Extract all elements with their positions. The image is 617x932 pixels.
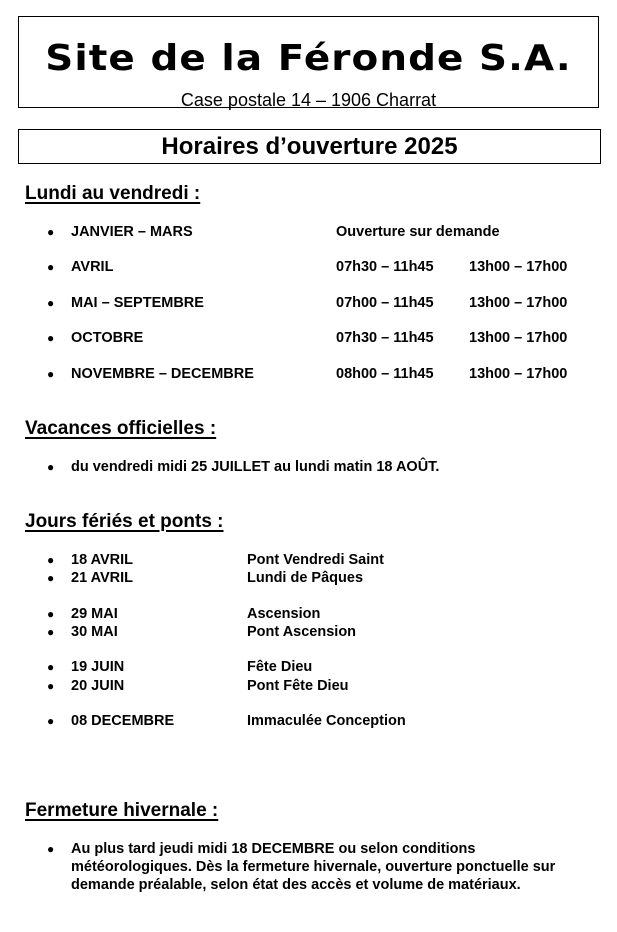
holiday-row [0,676,617,696]
site-address: Case postale 14 – 1906 Charrat [180,90,437,110]
holiday-row [0,711,617,731]
schedule-afternoon: 13h00 – 17h00 [469,259,568,275]
bullet-icon: ● [47,225,55,239]
bullet-icon: ● [47,842,55,856]
schedule-morning: 08h00 – 11h45 [336,366,434,382]
holiday-row [0,550,617,570]
winter-text-line: Au plus tard jeudi midi 18 DECEMBRE ou selon conditions [71,841,476,857]
site-title: Site de la Féronde S.A. [45,38,572,79]
schedule-morning: Ouverture sur demande [336,224,500,240]
holiday-label: Fête Dieu [247,659,313,675]
holiday-label: Lundi de Pâques [247,570,364,586]
holiday-date: 18 AVRIL [71,552,134,568]
bullet-icon: ● [47,607,55,621]
bullet-icon: ● [47,296,55,310]
header-box [18,16,599,108]
holiday-date: 21 AVRIL [71,570,134,586]
schedule-row [0,328,617,348]
holiday-date: 19 JUIN [71,659,125,675]
schedule-row [0,222,617,242]
section-heading-public-holidays: Jours fériés et ponts : [25,511,224,532]
holiday-row [0,604,617,624]
page-title: Horaires d’ouverture 2025 [18,129,601,164]
schedule-afternoon: 13h00 – 17h00 [469,366,568,382]
holiday-date: 08 DECEMBRE [71,713,175,729]
holiday-date: 20 JUIN [71,678,125,694]
holiday-label: Pont Vendredi Saint [247,552,384,568]
schedule-morning: 07h00 – 11h45 [336,295,434,311]
winter-text-line: demande préalable, selon état des accès et volume de matériaux. [71,877,521,893]
winter-row [0,839,617,899]
section-heading-holidays: Vacances officielles : [25,418,217,439]
holidays-row [0,457,617,477]
bullet-icon: ● [47,331,55,345]
schedule-row [0,364,617,384]
schedule-period: JANVIER – MARS [71,224,193,240]
holiday-row [0,568,617,588]
schedule-period: OCTOBRE [71,330,144,346]
schedule-morning: 07h30 – 11h45 [336,330,434,346]
holiday-label: Pont Fête Dieu [247,678,349,694]
schedule-morning: 07h30 – 11h45 [336,259,434,275]
holidays-text: du vendredi midi 25 JUILLET au lundi matin 18 AOÛT. [71,459,440,475]
bullet-icon: ● [47,260,55,274]
bullet-icon: ● [47,714,55,728]
schedule-afternoon: 13h00 – 17h00 [469,330,568,346]
winter-text [71,840,591,894]
bullet-icon: ● [47,679,55,693]
schedule-period: NOVEMBRE – DECEMBRE [71,366,254,382]
section-heading-winter: Fermeture hivernale : [25,800,219,821]
holiday-label: Pont Ascension [247,624,357,640]
schedule-row [0,293,617,313]
bullet-icon: ● [47,571,55,585]
bullet-icon: ● [47,625,55,639]
bullet-icon: ● [47,660,55,674]
winter-text-line: météorologiques. Dès la fermeture hivernale, ouverture ponctuelle sur [71,859,556,875]
holiday-label: Ascension [247,606,321,622]
schedule-period: AVRIL [71,259,114,275]
holiday-row [0,657,617,677]
section-heading-weekdays: Lundi au vendredi : [25,183,201,204]
holiday-date: 30 MAI [71,624,118,640]
bullet-icon: ● [47,460,55,474]
schedule-row [0,257,617,277]
bullet-icon: ● [47,553,55,567]
bullet-icon: ● [47,367,55,381]
holiday-label: Immaculée Conception [247,713,406,729]
holiday-date: 29 MAI [71,606,118,622]
holiday-row [0,622,617,642]
schedule-period: MAI – SEPTEMBRE [71,295,204,311]
schedule-afternoon: 13h00 – 17h00 [469,295,568,311]
